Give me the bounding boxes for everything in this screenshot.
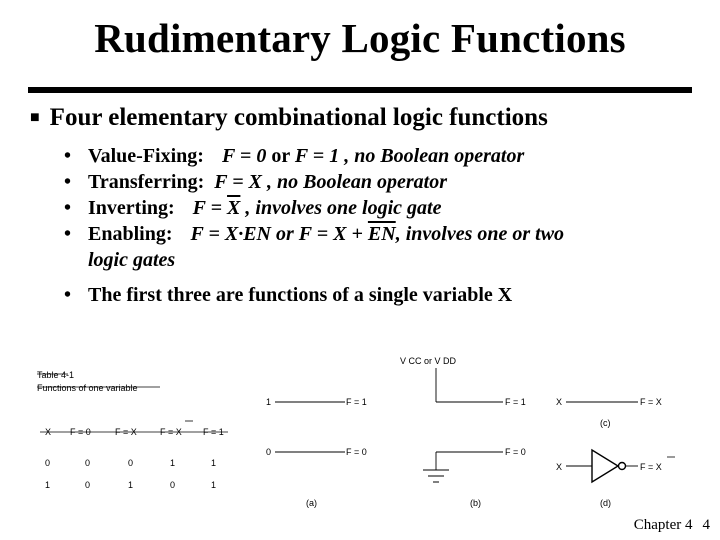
ground-icon [423, 470, 449, 482]
formula: F = X + [298, 223, 368, 245]
not-gate-icon [592, 450, 626, 482]
bullet-label: Transferring: [88, 171, 205, 193]
input-x: X [556, 462, 563, 472]
formula: F = X [214, 171, 262, 193]
formula-overbar: EN [367, 223, 396, 245]
table-header: F = 1 [203, 427, 224, 437]
output-label: F = X [640, 462, 662, 472]
output-label: F = 0 [346, 447, 367, 457]
table-cell: 1 [128, 480, 134, 490]
table-cell: 0 [45, 458, 51, 468]
bullet-continuation: logic gates [88, 249, 176, 271]
bullet-note: , involves one or two [395, 223, 565, 245]
formula: F = X·EN [190, 223, 271, 245]
bullet-note: , no Boolean operator [267, 171, 448, 193]
vcc-label: V CC or V DD [400, 356, 457, 366]
figure-label: (b) [470, 498, 481, 508]
or-text: or [275, 223, 294, 245]
table-cell: 1 [211, 480, 217, 490]
square-bullet-icon: ■ [30, 109, 40, 126]
output-label: F = 1 [505, 397, 526, 407]
bullet-label: Enabling: [88, 223, 173, 245]
table-header: F = X [115, 427, 137, 437]
table-cell: 1 [45, 480, 51, 490]
bullet-note: , no Boolean operator [344, 145, 525, 167]
table-header: F = X [160, 427, 182, 437]
heading-text: Four elementary combinational logic functions [49, 104, 548, 131]
figure-label: (c) [600, 418, 611, 428]
or-text: or [271, 145, 290, 167]
formula: F = [192, 197, 228, 219]
slide-footer [624, 517, 710, 534]
chapter-label: Chapter 4 [633, 517, 693, 533]
figure-label: (d) [600, 498, 611, 508]
input-one: 1 [266, 397, 272, 407]
table-header: F = 0 [70, 427, 91, 437]
output-label: F = 1 [346, 397, 367, 407]
output-label: F = 0 [505, 447, 526, 457]
table-cell: 1 [170, 458, 176, 468]
bullet-label: Inverting: [88, 197, 175, 219]
table-cell: 0 [85, 480, 91, 490]
slide-title: Rudimentary Logic Functions [94, 15, 626, 61]
table-cell: 0 [128, 458, 134, 468]
input-zero: 0 [266, 447, 272, 457]
input-x: X [556, 397, 563, 407]
table-header: X [45, 427, 52, 437]
bullet-label: Value-Fixing: [88, 145, 204, 167]
table-cell: 0 [85, 458, 91, 468]
formula: F = 0 [221, 145, 267, 167]
figure-label: (a) [306, 498, 317, 508]
formula-overbar: X [227, 197, 241, 219]
formula: F = 1 [294, 145, 340, 167]
bullet-note: , involves one logic gate [245, 197, 442, 219]
page-number: 4 [702, 517, 710, 533]
table-cell: 0 [170, 480, 176, 490]
table-cell: 1 [211, 458, 217, 468]
output-label: F = X [640, 397, 662, 407]
bullet-text: The first three are functions of a single variable X [88, 284, 513, 306]
table-subtitle: Functions of one variable [37, 383, 138, 393]
table-title: Table 4-1 [37, 370, 75, 380]
